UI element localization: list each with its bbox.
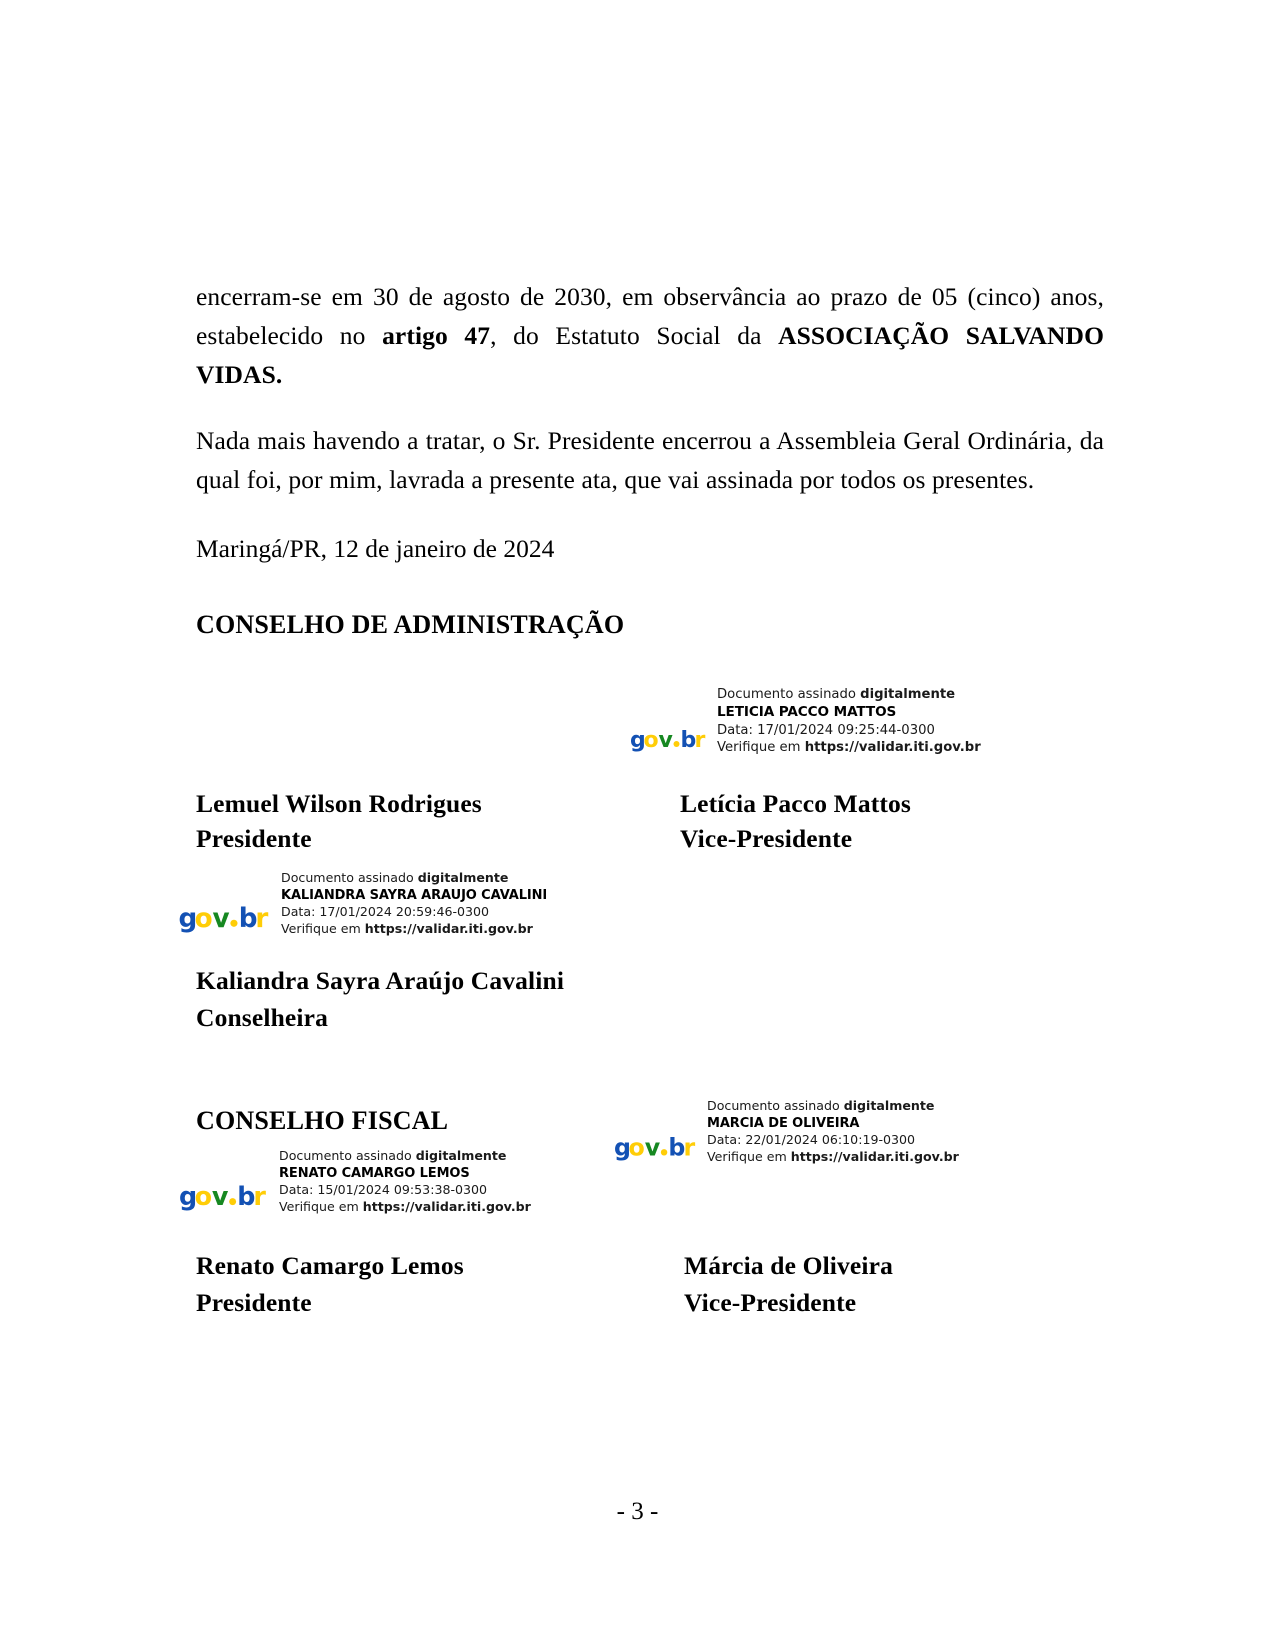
stamp-text-block — [279, 1148, 531, 1215]
stamp-header-leticia — [717, 686, 981, 703]
signature-name-marcia: Márcia de Oliveira — [684, 1251, 894, 1280]
svg-text:r: r — [694, 728, 706, 754]
stamp-signer-renato: RENATO CAMARGO LEMOS — [279, 1165, 470, 1181]
document-body — [196, 278, 1104, 642]
signature-name-leticia: Letícia Pacco Mattos — [680, 789, 911, 818]
stamp-verify-leticia — [717, 739, 981, 756]
stamp-header-marcia — [707, 1098, 959, 1115]
signature-role-lemuel: Presidente — [196, 824, 312, 853]
signature-stamp-renato — [178, 1148, 531, 1215]
govbr-logo-icon — [178, 903, 272, 934]
signature-role-renato: Presidente — [196, 1288, 312, 1317]
svg-text:g: g — [179, 1181, 198, 1212]
stamp-signer-kaliandra: KALIANDRA SAYRA ARAUJO CAVALINI — [281, 887, 548, 903]
signature-role-leticia: Vice-Presidente — [680, 824, 853, 853]
stamp-verify-prefix: Verifique em — [707, 1148, 791, 1164]
svg-text:r: r — [255, 903, 269, 934]
stamp-verify-url: https://validar.iti.gov.br — [362, 1198, 531, 1214]
svg-text:g: g — [630, 728, 646, 754]
signature-stamp-marcia — [614, 1098, 959, 1165]
stamp-header-kaliandra — [281, 870, 547, 887]
stamp-header-plain: Documento assinado — [717, 687, 861, 702]
svg-text:b: b — [237, 1181, 256, 1212]
section-title-administration: CONSELHO DE ADMINISTRAÇÃO — [196, 610, 625, 639]
stamp-signer-marcia: MARCIA DE OLIVEIRA — [707, 1115, 860, 1131]
stamp-verify-url: https://validar.iti.gov.br — [790, 1148, 959, 1164]
stamp-header-strong: digitalmente — [860, 687, 956, 702]
page-number: - 3 - — [616, 1498, 659, 1525]
signature-stamp-kaliandra — [178, 870, 548, 937]
govbr-logo-icon — [614, 1134, 698, 1162]
stamp-verify-renato — [279, 1199, 531, 1215]
signature-name-renato: Renato Camargo Lemos — [196, 1251, 464, 1280]
stamp-verify-marcia — [707, 1149, 959, 1165]
paragraph-text-bold-article: artigo 47 — [382, 320, 491, 350]
stamp-verify-url: https://validar.iti.gov.br — [804, 739, 981, 755]
signature-role-marcia: Vice-Presidente — [684, 1288, 857, 1317]
stamp-text-block — [717, 686, 981, 756]
stamp-header-plain: Documento assinado — [279, 1148, 416, 1163]
stamp-verify-prefix: Verifique em — [717, 739, 805, 755]
stamp-header-strong: digitalmente — [843, 1098, 935, 1113]
paragraph-text-bold-association: ASSOCIAÇÃO SALVANDO VIDAS. — [196, 320, 1105, 389]
stamp-header-renato — [279, 1148, 531, 1165]
stamp-verify-prefix: Verifique em — [279, 1198, 363, 1214]
stamp-header-plain: Documento assinado — [281, 870, 418, 885]
stamp-date-kaliandra: Data: 17/01/2024 20:59:46-0300 — [281, 904, 490, 920]
paragraph-closing-term — [196, 278, 1104, 394]
govbr-logo-icon — [178, 1182, 270, 1212]
stamp-date-marcia: Data: 22/01/2024 06:10:19-0300 — [707, 1132, 916, 1148]
svg-text:r: r — [253, 1181, 266, 1212]
paragraph-text-plain-1: encerram-se em 30 de agosto de 2030, em observância ao prazo de 05 (cinco) anos, estabelecido no — [196, 282, 1104, 350]
svg-text:r: r — [683, 1133, 696, 1162]
stamp-text-block — [281, 870, 547, 937]
svg-text:v: v — [658, 728, 673, 754]
svg-text:v: v — [644, 1133, 661, 1162]
stamp-header-plain: Documento assinado — [707, 1098, 844, 1113]
section-title-fiscal: CONSELHO FISCAL — [196, 1106, 449, 1135]
paragraph-text-plain-2: , do Estatuto Social da — [490, 320, 779, 350]
signature-name-kaliandra: Kaliandra Sayra Araújo Cavalini — [196, 966, 565, 995]
stamp-verify-kaliandra — [281, 921, 547, 937]
signature-stamp-leticia — [630, 686, 981, 756]
svg-text:g: g — [614, 1133, 631, 1162]
stamp-text-block — [707, 1098, 959, 1165]
stamp-header-strong: digitalmente — [415, 1148, 507, 1163]
stamp-date-leticia: Data: 17/01/2024 09:25:44-0300 — [717, 722, 935, 738]
svg-text:b: b — [668, 1133, 686, 1162]
svg-text:o: o — [194, 1181, 213, 1212]
stamp-verify-url: https://validar.iti.gov.br — [364, 920, 533, 936]
svg-text:v: v — [211, 1181, 229, 1212]
stamp-signer-leticia: LETICIA PACCO MATTOS — [717, 704, 897, 721]
dateline: Maringá/PR, 12 de janeiro de 2024 — [196, 533, 555, 563]
stamp-date-renato: Data: 15/01/2024 09:53:38-0300 — [279, 1182, 488, 1198]
svg-text:v: v — [212, 903, 230, 934]
signature-role-kaliandra: Conselheira — [196, 1003, 328, 1032]
signature-name-lemuel: Lemuel Wilson Rodrigues — [196, 789, 482, 818]
stamp-verify-prefix: Verifique em — [281, 920, 365, 936]
svg-text:b: b — [238, 903, 258, 934]
paragraph-adjournment — [196, 422, 1104, 500]
svg-text:g: g — [178, 903, 198, 934]
svg-text:o: o — [643, 728, 659, 754]
svg-text:o: o — [628, 1133, 645, 1162]
svg-text:o: o — [194, 903, 213, 934]
paragraph-text-plain-3: Nada mais havendo a tratar, o Sr. Presidente encerrou a Assembleia Geral Ordinária, da qual foi, por mim, lavrada a presente ata, que vai assinada por todos os presentes. — [196, 426, 1104, 494]
svg-text:b: b — [680, 728, 697, 754]
stamp-header-strong: digitalmente — [417, 870, 509, 885]
govbr-logo-icon — [630, 727, 708, 753]
